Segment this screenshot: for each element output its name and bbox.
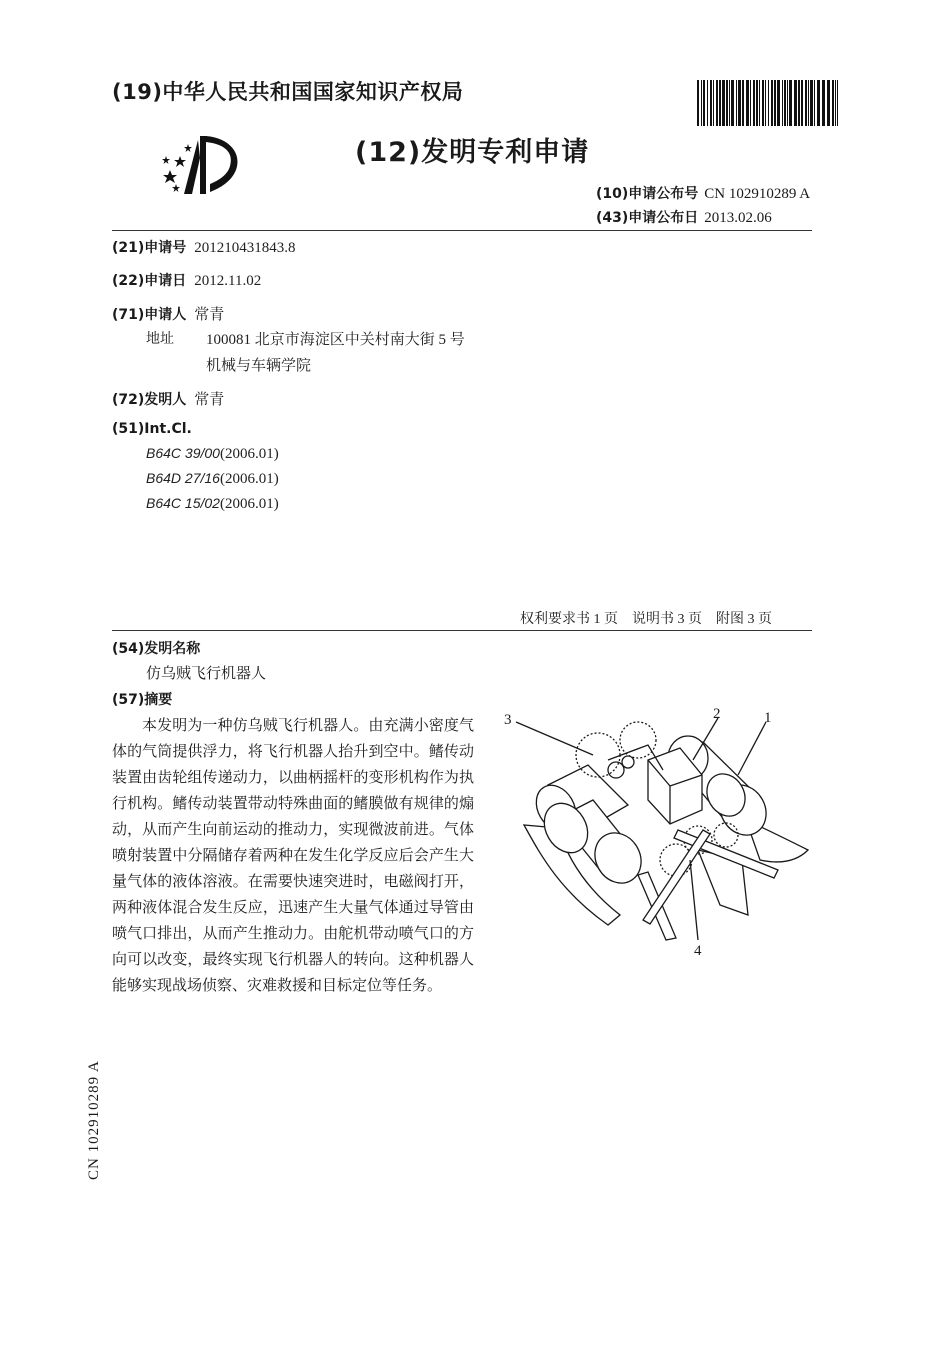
page-count-summary: 权利要求书 1 页 说明书 3 页 附图 3 页 (520, 612, 772, 627)
office-title: (19)中华人民共和国国家知识产权局 (112, 80, 464, 104)
invention-name: 仿乌贼飞行机器人 (146, 664, 267, 682)
cnipa-logo (158, 132, 244, 198)
divider (112, 630, 812, 631)
ipc-class (146, 470, 279, 488)
pub-no-label: (10)申请公布号 (596, 186, 699, 202)
applicant-value: 常青 (194, 307, 225, 323)
part-label-3: 3 (504, 712, 512, 728)
part-label-1: 1 (764, 710, 772, 726)
ipc-code: B64C 39/00 (146, 445, 220, 461)
abstract-figure (498, 700, 823, 965)
ipc-code: B64D 27/16 (146, 470, 220, 486)
app-date-value: 2012.11.02 (194, 273, 262, 289)
app-no-label: (21)申请号 (112, 240, 187, 256)
applicant-label: (71)申请人 (112, 307, 187, 323)
inventor-value: 常青 (194, 392, 225, 408)
applicant-row (112, 303, 224, 324)
document-type-title: (12)发明专利申请 (355, 137, 590, 168)
invention-name-label: (54)发明名称 (112, 641, 201, 657)
ipc-class (146, 495, 279, 513)
part-label-2: 2 (713, 706, 721, 722)
ipc-version: (2006.01) (219, 446, 279, 462)
address-value: 100081 北京市海淀区中关村南大街 5 号机械与车辆学院 (206, 332, 465, 374)
pub-date-label: (43)申请公布日 (596, 210, 699, 226)
app-no-value: 201210431843.8 (194, 240, 296, 256)
ipc-version: (2006.01) (219, 496, 279, 512)
abstract-text: 本发明为一种仿乌贼飞行机器人。由充满小密度气体的气筒提供浮力，将飞行机器人抬升到空中。鳍传动装置由齿轮组传递动力，以曲柄摇杆的变形机构作为执行机构。鳍传动装置带动特殊曲面的鳍膜做有规律的煽动，从而产生向前运动的推动力，实现微波前进。气体喷射装置中分隔储存着两种在发生化学反应后会产生大量气体的液体溶液。在需要快速突进时，电磁阀打开，两种液体混合发生反应，迅速产生大量气体通过导管由喷气口排出，从而产生推动力。由舵机带动喷气口的方向可以改变，最终实现飞行机器人的转向。这种机器人能够实现战场侦察、灾难救援和目标定位等任务。 (112, 716, 474, 994)
app-date-label: (22)申请日 (112, 273, 187, 289)
barcode (697, 80, 841, 126)
part-label-4: 4 (694, 943, 702, 959)
application-date-row (112, 270, 261, 290)
publication-number-row (596, 183, 810, 203)
abstract-label: (57)摘要 (112, 692, 173, 708)
inventor-label: (72)发明人 (112, 392, 187, 408)
publication-date-row (596, 207, 772, 227)
int-cl-label-text: (51)Int.Cl. (112, 421, 192, 437)
ipc-code: B64C 15/02 (146, 495, 220, 511)
ipc-class (146, 445, 279, 463)
side-publication-number: CN 102910289 A (86, 1060, 102, 1180)
pub-no-value: CN 102910289 A (704, 186, 811, 202)
int-cl-label (112, 421, 192, 437)
application-number-row (112, 237, 296, 257)
pub-date-value: 2013.02.06 (704, 210, 772, 226)
divider (112, 230, 812, 231)
ipc-version: (2006.01) (219, 471, 279, 487)
address-label: 地址 (146, 331, 174, 347)
inventor-row (112, 388, 224, 409)
